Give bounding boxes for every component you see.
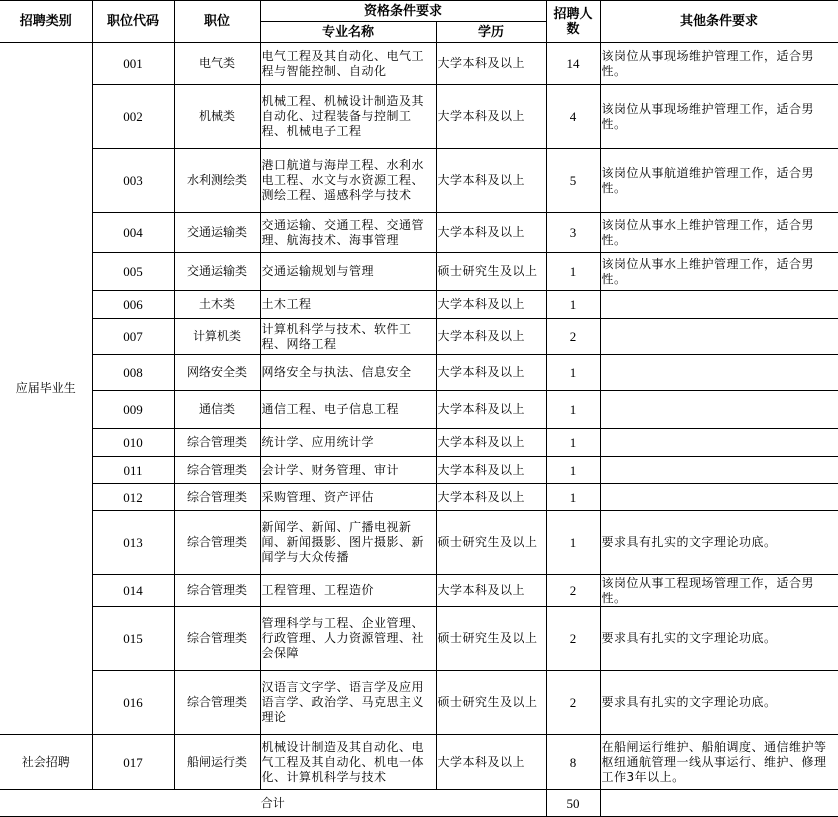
category-cell: 社会招聘 [0,735,92,790]
count-cell: 1 [546,429,600,457]
major-cell: 交通运输、交通工程、交通管理、航海技术、海事管理 [260,213,436,253]
education-cell: 大学本科及以上 [436,291,546,319]
position-cell: 网络安全类 [174,355,260,391]
code-cell: 001 [92,43,174,85]
table-row [0,607,838,671]
other-cell [600,291,838,319]
code-cell: 010 [92,429,174,457]
table-row [0,735,838,790]
count-cell: 2 [546,575,600,607]
education-cell: 大学本科及以上 [436,149,546,213]
education-cell: 硕士研究生及以上 [436,671,546,735]
position-cell: 计算机类 [174,319,260,355]
count-cell: 1 [546,511,600,575]
table-row [0,511,838,575]
code-cell: 007 [92,319,174,355]
position-cell: 综合管理类 [174,671,260,735]
table-row [0,149,838,213]
major-cell: 港口航道与海岸工程、水利水电工程、水文与水资源工程、测绘工程、遥感科学与技术 [260,149,436,213]
code-cell: 004 [92,213,174,253]
code-cell: 015 [92,607,174,671]
code-cell: 017 [92,735,174,790]
other-cell: 要求具有扎实的文字理论功底。 [600,511,838,575]
education-cell: 大学本科及以上 [436,319,546,355]
count-cell: 1 [546,484,600,511]
position-cell: 综合管理类 [174,511,260,575]
total-row [0,790,838,817]
table-row [0,85,838,149]
header-headcount: 招聘人数 [546,1,600,43]
position-cell: 综合管理类 [174,457,260,484]
major-cell: 机械设计制造及其自动化、电气工程及其自动化、机电一体化、计算机科学与技术 [260,735,436,790]
code-cell: 002 [92,85,174,149]
position-cell: 综合管理类 [174,607,260,671]
major-cell: 电气工程及其自动化、电气工程与智能控制、自动化 [260,43,436,85]
other-cell: 该岗位从事现场维护管理工作，适合男性。 [600,85,838,149]
major-cell: 土木工程 [260,291,436,319]
count-cell: 2 [546,607,600,671]
other-cell: 该岗位从事工程现场管理工作，适合男性。 [600,575,838,607]
major-cell: 工程管理、工程造价 [260,575,436,607]
education-cell: 硕士研究生及以上 [436,253,546,291]
education-cell: 大学本科及以上 [436,735,546,790]
header-education: 学历 [436,22,546,43]
table-row [0,213,838,253]
header-other: 其他条件要求 [600,1,838,43]
education-cell: 硕士研究生及以上 [436,511,546,575]
count-cell: 1 [546,457,600,484]
table-row [0,457,838,484]
major-cell: 交通运输规划与管理 [260,253,436,291]
position-cell: 机械类 [174,85,260,149]
table-row [0,43,838,85]
table-row [0,484,838,511]
code-cell: 014 [92,575,174,607]
header-qualifications: 资格条件要求 [260,1,546,22]
table-row [0,429,838,457]
position-cell: 水利测绘类 [174,149,260,213]
other-cell [600,319,838,355]
other-cell: 要求具有扎实的文字理论功底。 [600,671,838,735]
position-cell: 土木类 [174,291,260,319]
table-row [0,671,838,735]
other-cell: 该岗位从事水上维护管理工作，适合男性。 [600,213,838,253]
count-cell: 2 [546,319,600,355]
code-cell: 008 [92,355,174,391]
count-cell: 3 [546,213,600,253]
header-position: 职位 [174,1,260,43]
code-cell: 005 [92,253,174,291]
count-cell: 2 [546,671,600,735]
major-cell: 计算机科学与技术、软件工程、网络工程 [260,319,436,355]
header-code: 职位代码 [92,1,174,43]
major-cell: 网络安全与执法、信息安全 [260,355,436,391]
other-cell: 该岗位从事水上维护管理工作，适合男性。 [600,253,838,291]
major-cell: 机械工程、机械设计制造及其自动化、过程装备与控制工程、机械电子工程 [260,85,436,149]
other-cell [600,484,838,511]
other-cell: 要求具有扎实的文字理论功底。 [600,607,838,671]
major-cell: 统计学、应用统计学 [260,429,436,457]
count-cell: 8 [546,735,600,790]
table-row [0,253,838,291]
code-cell: 009 [92,391,174,429]
education-cell: 大学本科及以上 [436,484,546,511]
education-cell: 大学本科及以上 [436,391,546,429]
education-cell: 大学本科及以上 [436,355,546,391]
major-cell: 采购管理、资产评估 [260,484,436,511]
count-cell: 1 [546,291,600,319]
major-cell: 会计学、财务管理、审计 [260,457,436,484]
table-row [0,391,838,429]
header-category: 招聘类别 [0,1,92,43]
education-cell: 大学本科及以上 [436,429,546,457]
code-cell: 012 [92,484,174,511]
code-cell: 011 [92,457,174,484]
count-cell: 14 [546,43,600,85]
position-cell: 综合管理类 [174,484,260,511]
education-cell: 大学本科及以上 [436,457,546,484]
count-cell: 1 [546,253,600,291]
category-cell: 应届毕业生 [0,43,92,735]
education-cell: 大学本科及以上 [436,85,546,149]
education-cell: 大学本科及以上 [436,575,546,607]
table-row [0,291,838,319]
education-cell: 大学本科及以上 [436,43,546,85]
count-cell: 5 [546,149,600,213]
total-other-empty [600,790,838,817]
count-cell: 1 [546,355,600,391]
table-row [0,355,838,391]
header-major: 专业名称 [260,22,436,43]
count-cell: 1 [546,391,600,429]
position-cell: 综合管理类 [174,575,260,607]
position-cell: 通信类 [174,391,260,429]
other-cell [600,355,838,391]
education-cell: 大学本科及以上 [436,213,546,253]
position-cell: 电气类 [174,43,260,85]
major-cell: 通信工程、电子信息工程 [260,391,436,429]
other-cell [600,391,838,429]
other-cell: 该岗位从事现场维护管理工作，适合男性。 [600,43,838,85]
total-count: 50 [546,790,600,817]
code-cell: 013 [92,511,174,575]
other-cell: 在船闸运行维护、船舶调度、通信维护等枢纽通航管理一线从事运行、维护、修理工作3年以上。 [600,735,838,790]
position-cell: 交通运输类 [174,253,260,291]
major-cell: 管理科学与工程、企业管理、行政管理、人力资源管理、社会保障 [260,607,436,671]
major-cell: 汉语言文字学、语言学及应用语言学、政治学、马克思主义理论 [260,671,436,735]
count-cell: 4 [546,85,600,149]
code-cell: 003 [92,149,174,213]
other-cell [600,429,838,457]
other-cell: 该岗位从事航道维护管理工作，适合男性。 [600,149,838,213]
table-row [0,319,838,355]
major-cell: 新闻学、新闻、广播电视新闻、新闻摄影、图片摄影、新闻学与大众传播 [260,511,436,575]
position-cell: 交通运输类 [174,213,260,253]
code-cell: 016 [92,671,174,735]
total-label: 合计 [0,790,546,817]
position-cell: 船闸运行类 [174,735,260,790]
table-row [0,575,838,607]
code-cell: 006 [92,291,174,319]
other-cell [600,457,838,484]
position-cell: 综合管理类 [174,429,260,457]
education-cell: 硕士研究生及以上 [436,607,546,671]
